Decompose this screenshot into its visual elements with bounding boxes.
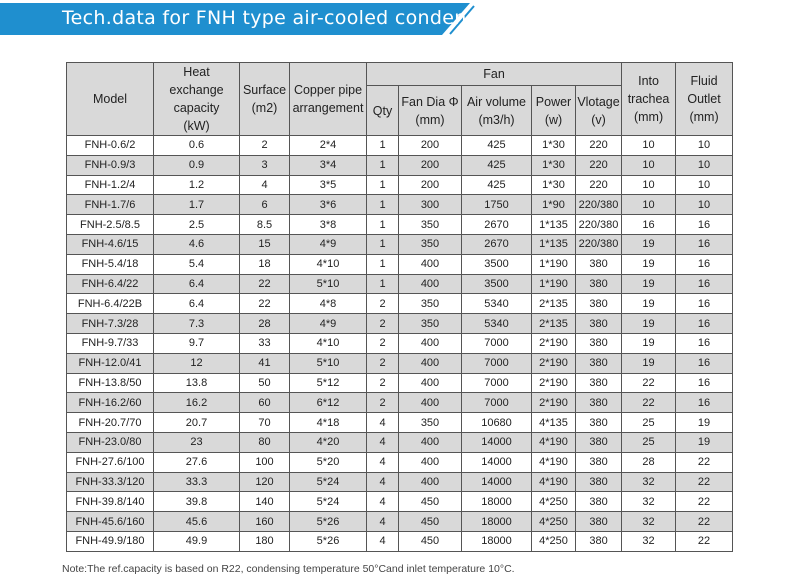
cell-power: 2*190: [532, 353, 576, 373]
cell-model: FNH-39.8/140: [67, 492, 154, 512]
cell-into-trachea: 19: [622, 314, 676, 334]
cell-heat-capacity: 4.6: [154, 234, 240, 254]
spec-table: [66, 62, 733, 552]
cell-air-volume: 3500: [462, 274, 532, 294]
cell-copper-pipe: 5*10: [290, 274, 367, 294]
cell-surface: 28: [240, 314, 290, 334]
cell-fan-dia: 400: [399, 333, 462, 353]
cell-surface: 8.5: [240, 215, 290, 235]
cell-model: FNH-13.8/50: [67, 373, 154, 393]
cell-fluid-outlet: 16: [676, 215, 733, 235]
cell-into-trachea: 32: [622, 472, 676, 492]
spec-table-container: [66, 62, 733, 552]
cell-model: FNH-2.5/8.5: [67, 215, 154, 235]
cell-power: 2*190: [532, 333, 576, 353]
cell-fan-dia: 400: [399, 373, 462, 393]
header-air-volume: Air volume (m3/h): [462, 86, 532, 136]
cell-copper-pipe: 5*12: [290, 373, 367, 393]
cell-fluid-outlet: 19: [676, 432, 733, 452]
table-row: [67, 472, 733, 492]
cell-copper-pipe: 3*4: [290, 155, 367, 175]
cell-model: FNH-9.7/33: [67, 333, 154, 353]
cell-copper-pipe: 4*9: [290, 314, 367, 334]
cell-fluid-outlet: 16: [676, 393, 733, 413]
cell-copper-pipe: 3*8: [290, 215, 367, 235]
cell-voltage: 380: [576, 353, 622, 373]
table-row: [67, 353, 733, 373]
cell-copper-pipe: 5*26: [290, 512, 367, 532]
cell-voltage: 380: [576, 254, 622, 274]
cell-air-volume: 18000: [462, 512, 532, 532]
table-row: [67, 393, 733, 413]
cell-power: 1*190: [532, 254, 576, 274]
cell-air-volume: 14000: [462, 432, 532, 452]
cell-fan-dia: 400: [399, 452, 462, 472]
cell-voltage: 380: [576, 393, 622, 413]
cell-copper-pipe: 4*10: [290, 333, 367, 353]
cell-power: 1*135: [532, 215, 576, 235]
cell-voltage: 220/380: [576, 234, 622, 254]
cell-fluid-outlet: 22: [676, 531, 733, 551]
cell-into-trachea: 25: [622, 432, 676, 452]
cell-copper-pipe: 4*9: [290, 234, 367, 254]
cell-power: 4*250: [532, 531, 576, 551]
cell-air-volume: 18000: [462, 531, 532, 551]
cell-power: 1*30: [532, 136, 576, 156]
cell-qty: 1: [367, 195, 399, 215]
cell-power: 4*135: [532, 413, 576, 433]
cell-heat-capacity: 39.8: [154, 492, 240, 512]
header-fan: Fan: [367, 63, 622, 86]
cell-voltage: 380: [576, 432, 622, 452]
table-row: [67, 452, 733, 472]
cell-fluid-outlet: 16: [676, 234, 733, 254]
header-fluid-outlet: Fluid Outlet (mm): [676, 63, 733, 136]
cell-copper-pipe: 5*20: [290, 452, 367, 472]
cell-heat-capacity: 1.2: [154, 175, 240, 195]
cell-power: 2*190: [532, 393, 576, 413]
cell-power: 1*135: [532, 234, 576, 254]
table-row: [67, 333, 733, 353]
cell-power: 4*190: [532, 432, 576, 452]
cell-into-trachea: 32: [622, 512, 676, 532]
cell-surface: 4: [240, 175, 290, 195]
table-row: [67, 432, 733, 452]
cell-model: FNH-0.9/3: [67, 155, 154, 175]
table-row: [67, 294, 733, 314]
cell-model: FNH-12.0/41: [67, 353, 154, 373]
cell-qty: 1: [367, 254, 399, 274]
cell-into-trachea: 28: [622, 452, 676, 472]
cell-fan-dia: 350: [399, 294, 462, 314]
cell-heat-capacity: 7.3: [154, 314, 240, 334]
cell-qty: 2: [367, 314, 399, 334]
cell-heat-capacity: 23: [154, 432, 240, 452]
cell-model: FNH-6.4/22B: [67, 294, 154, 314]
cell-model: FNH-6.4/22: [67, 274, 154, 294]
table-row: [67, 175, 733, 195]
cell-voltage: 380: [576, 314, 622, 334]
cell-surface: 18: [240, 254, 290, 274]
cell-qty: 1: [367, 274, 399, 294]
cell-qty: 1: [367, 155, 399, 175]
cell-fan-dia: 200: [399, 136, 462, 156]
table-row: [67, 492, 733, 512]
cell-voltage: 380: [576, 294, 622, 314]
cell-heat-capacity: 1.7: [154, 195, 240, 215]
cell-surface: 22: [240, 274, 290, 294]
cell-air-volume: 7000: [462, 333, 532, 353]
cell-air-volume: 7000: [462, 353, 532, 373]
cell-surface: 120: [240, 472, 290, 492]
cell-fluid-outlet: 19: [676, 413, 733, 433]
cell-surface: 33: [240, 333, 290, 353]
cell-copper-pipe: 4*18: [290, 413, 367, 433]
header-qty: Qty: [367, 86, 399, 136]
cell-fluid-outlet: 16: [676, 254, 733, 274]
cell-power: 1*30: [532, 175, 576, 195]
cell-qty: 1: [367, 175, 399, 195]
cell-into-trachea: 32: [622, 492, 676, 512]
cell-model: FNH-7.3/28: [67, 314, 154, 334]
cell-heat-capacity: 9.7: [154, 333, 240, 353]
cell-model: FNH-16.2/60: [67, 393, 154, 413]
table-row: [67, 413, 733, 433]
cell-qty: 2: [367, 333, 399, 353]
cell-air-volume: 3500: [462, 254, 532, 274]
cell-into-trachea: 19: [622, 333, 676, 353]
cell-fan-dia: 350: [399, 234, 462, 254]
cell-copper-pipe: 5*24: [290, 472, 367, 492]
cell-surface: 100: [240, 452, 290, 472]
cell-fan-dia: 350: [399, 314, 462, 334]
cell-air-volume: 14000: [462, 452, 532, 472]
cell-power: 1*90: [532, 195, 576, 215]
cell-heat-capacity: 45.6: [154, 512, 240, 532]
cell-air-volume: 5340: [462, 294, 532, 314]
cell-surface: 3: [240, 155, 290, 175]
page-title: Tech.data for FNH type air-cooled condenser: [62, 7, 497, 29]
cell-voltage: 380: [576, 531, 622, 551]
cell-fan-dia: 400: [399, 393, 462, 413]
cell-into-trachea: 16: [622, 215, 676, 235]
cell-qty: 4: [367, 531, 399, 551]
cell-into-trachea: 19: [622, 294, 676, 314]
cell-model: FNH-23.0/80: [67, 432, 154, 452]
cell-power: 2*190: [532, 373, 576, 393]
table-row: [67, 155, 733, 175]
cell-fluid-outlet: 10: [676, 136, 733, 156]
cell-fan-dia: 200: [399, 155, 462, 175]
cell-into-trachea: 32: [622, 531, 676, 551]
cell-fluid-outlet: 22: [676, 512, 733, 532]
cell-fluid-outlet: 10: [676, 195, 733, 215]
cell-power: 2*135: [532, 294, 576, 314]
cell-qty: 4: [367, 472, 399, 492]
cell-copper-pipe: 5*24: [290, 492, 367, 512]
cell-air-volume: 18000: [462, 492, 532, 512]
cell-into-trachea: 22: [622, 393, 676, 413]
cell-heat-capacity: 49.9: [154, 531, 240, 551]
cell-qty: 4: [367, 492, 399, 512]
cell-voltage: 220/380: [576, 195, 622, 215]
cell-into-trachea: 10: [622, 136, 676, 156]
header-model: Model: [67, 63, 154, 136]
cell-air-volume: 425: [462, 175, 532, 195]
cell-qty: 1: [367, 215, 399, 235]
cell-power: 2*135: [532, 314, 576, 334]
cell-qty: 2: [367, 294, 399, 314]
cell-into-trachea: 19: [622, 274, 676, 294]
cell-surface: 160: [240, 512, 290, 532]
cell-voltage: 220/380: [576, 215, 622, 235]
cell-model: FNH-45.6/160: [67, 512, 154, 532]
cell-surface: 41: [240, 353, 290, 373]
table-row: [67, 136, 733, 156]
cell-model: FNH-20.7/70: [67, 413, 154, 433]
title-banner: [0, 0, 500, 40]
cell-voltage: 380: [576, 373, 622, 393]
cell-fluid-outlet: 22: [676, 472, 733, 492]
table-row: [67, 274, 733, 294]
cell-fan-dia: 450: [399, 492, 462, 512]
cell-air-volume: 10680: [462, 413, 532, 433]
cell-model: FNH-5.4/18: [67, 254, 154, 274]
cell-copper-pipe: 3*5: [290, 175, 367, 195]
cell-qty: 4: [367, 413, 399, 433]
cell-heat-capacity: 2.5: [154, 215, 240, 235]
cell-voltage: 220: [576, 136, 622, 156]
header-fan-dia: Fan Dia Φ (mm): [399, 86, 462, 136]
cell-into-trachea: 19: [622, 353, 676, 373]
header-heat-capacity: Heat exchange capacity (kW): [154, 63, 240, 136]
cell-air-volume: 14000: [462, 472, 532, 492]
cell-air-volume: 1750: [462, 195, 532, 215]
cell-surface: 22: [240, 294, 290, 314]
cell-voltage: 380: [576, 492, 622, 512]
cell-air-volume: 425: [462, 155, 532, 175]
cell-into-trachea: 25: [622, 413, 676, 433]
cell-qty: 1: [367, 234, 399, 254]
cell-fluid-outlet: 16: [676, 274, 733, 294]
cell-qty: 4: [367, 512, 399, 532]
cell-fan-dia: 450: [399, 512, 462, 532]
cell-air-volume: 425: [462, 136, 532, 156]
table-row: [67, 254, 733, 274]
cell-copper-pipe: 4*8: [290, 294, 367, 314]
table-row: [67, 314, 733, 334]
header-voltage: Vlotage (v): [576, 86, 622, 136]
cell-into-trachea: 22: [622, 373, 676, 393]
cell-surface: 60: [240, 393, 290, 413]
cell-surface: 140: [240, 492, 290, 512]
table-row: [67, 234, 733, 254]
cell-copper-pipe: 5*10: [290, 353, 367, 373]
cell-heat-capacity: 12: [154, 353, 240, 373]
cell-model: FNH-33.3/120: [67, 472, 154, 492]
cell-voltage: 380: [576, 333, 622, 353]
cell-into-trachea: 10: [622, 195, 676, 215]
cell-fan-dia: 450: [399, 531, 462, 551]
cell-surface: 50: [240, 373, 290, 393]
cell-voltage: 380: [576, 274, 622, 294]
footnote: Note:The ref.capacity is based on R22, condensing temperature 50°Cand inlet temperature 10°C.: [62, 563, 515, 575]
cell-fluid-outlet: 16: [676, 373, 733, 393]
cell-power: 1*190: [532, 274, 576, 294]
cell-model: FNH-1.7/6: [67, 195, 154, 215]
cell-qty: 2: [367, 353, 399, 373]
cell-qty: 2: [367, 373, 399, 393]
cell-heat-capacity: 6.4: [154, 294, 240, 314]
cell-surface: 6: [240, 195, 290, 215]
cell-into-trachea: 19: [622, 254, 676, 274]
cell-fluid-outlet: 10: [676, 175, 733, 195]
header-surface: Surface (m2): [240, 63, 290, 136]
cell-fluid-outlet: 16: [676, 314, 733, 334]
cell-fluid-outlet: 16: [676, 294, 733, 314]
cell-power: 1*30: [532, 155, 576, 175]
cell-heat-capacity: 5.4: [154, 254, 240, 274]
spec-table-body: [67, 136, 733, 552]
cell-model: FNH-49.9/180: [67, 531, 154, 551]
cell-power: 4*190: [532, 472, 576, 492]
cell-power: 4*250: [532, 512, 576, 532]
cell-surface: 80: [240, 432, 290, 452]
cell-copper-pipe: 6*12: [290, 393, 367, 413]
cell-surface: 2: [240, 136, 290, 156]
cell-fan-dia: 400: [399, 432, 462, 452]
cell-fan-dia: 350: [399, 413, 462, 433]
cell-fluid-outlet: 22: [676, 452, 733, 472]
cell-copper-pipe: 5*26: [290, 531, 367, 551]
header-copper-pipe: Copper pipe arrangement: [290, 63, 367, 136]
header-into-trachea: Into trachea (mm): [622, 63, 676, 136]
cell-qty: 4: [367, 452, 399, 472]
cell-model: FNH-27.6/100: [67, 452, 154, 472]
cell-heat-capacity: 33.3: [154, 472, 240, 492]
table-row: [67, 215, 733, 235]
cell-fan-dia: 400: [399, 353, 462, 373]
cell-heat-capacity: 6.4: [154, 274, 240, 294]
table-row: [67, 195, 733, 215]
cell-model: FNH-4.6/15: [67, 234, 154, 254]
cell-voltage: 380: [576, 452, 622, 472]
cell-fluid-outlet: 16: [676, 353, 733, 373]
cell-into-trachea: 10: [622, 175, 676, 195]
table-row: [67, 373, 733, 393]
cell-qty: 4: [367, 432, 399, 452]
cell-heat-capacity: 13.8: [154, 373, 240, 393]
cell-voltage: 380: [576, 413, 622, 433]
cell-voltage: 380: [576, 512, 622, 532]
cell-air-volume: 7000: [462, 393, 532, 413]
cell-fan-dia: 200: [399, 175, 462, 195]
cell-heat-capacity: 20.7: [154, 413, 240, 433]
cell-power: 4*250: [532, 492, 576, 512]
cell-fan-dia: 400: [399, 274, 462, 294]
cell-surface: 15: [240, 234, 290, 254]
cell-heat-capacity: 16.2: [154, 393, 240, 413]
cell-copper-pipe: 4*10: [290, 254, 367, 274]
cell-voltage: 220: [576, 155, 622, 175]
cell-fan-dia: 350: [399, 215, 462, 235]
cell-voltage: 380: [576, 472, 622, 492]
cell-air-volume: 2670: [462, 215, 532, 235]
cell-surface: 70: [240, 413, 290, 433]
cell-fluid-outlet: 16: [676, 333, 733, 353]
cell-air-volume: 5340: [462, 314, 532, 334]
cell-copper-pipe: 3*6: [290, 195, 367, 215]
table-row: [67, 531, 733, 551]
cell-power: 4*190: [532, 452, 576, 472]
cell-model: FNH-0.6/2: [67, 136, 154, 156]
cell-fluid-outlet: 10: [676, 155, 733, 175]
cell-fan-dia: 400: [399, 472, 462, 492]
cell-fan-dia: 300: [399, 195, 462, 215]
cell-heat-capacity: 0.6: [154, 136, 240, 156]
cell-air-volume: 2670: [462, 234, 532, 254]
table-row: [67, 512, 733, 532]
cell-air-volume: 7000: [462, 373, 532, 393]
cell-into-trachea: 10: [622, 155, 676, 175]
cell-heat-capacity: 0.9: [154, 155, 240, 175]
cell-voltage: 220: [576, 175, 622, 195]
cell-qty: 1: [367, 136, 399, 156]
cell-fan-dia: 400: [399, 254, 462, 274]
header-power: Power (w): [532, 86, 576, 136]
cell-model: FNH-1.2/4: [67, 175, 154, 195]
cell-surface: 180: [240, 531, 290, 551]
cell-heat-capacity: 27.6: [154, 452, 240, 472]
cell-into-trachea: 19: [622, 234, 676, 254]
cell-fluid-outlet: 22: [676, 492, 733, 512]
cell-copper-pipe: 4*20: [290, 432, 367, 452]
cell-qty: 2: [367, 393, 399, 413]
cell-copper-pipe: 2*4: [290, 136, 367, 156]
